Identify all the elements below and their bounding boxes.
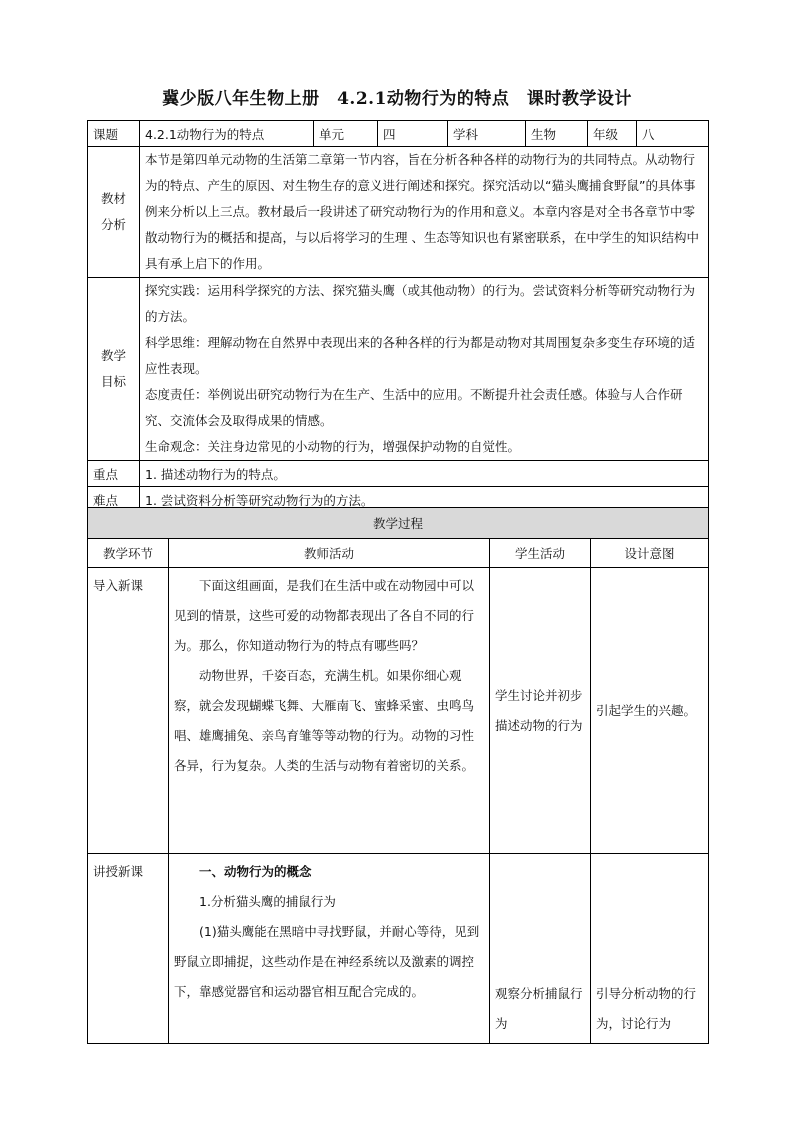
header-stage: 教学环节 <box>88 539 169 568</box>
intro-paragraph: 下面这组画面，是我们在生活中或在动物园中可以见到的情景，这些可爱的动物都表现出了各自不同的行为。那么，你知道动物行为的特点有哪些吗？ <box>174 578 475 653</box>
process-heading-row <box>88 508 709 539</box>
intro-student: 学生讨论并初步描述动物的行为 <box>490 568 591 854</box>
process-heading: 教学过程 <box>88 508 709 539</box>
course-label: 课题 <box>88 121 140 147</box>
goals-label-line2: 目标 <box>100 374 126 389</box>
goals-row <box>88 278 709 461</box>
goal-item: 科学思维：理解动物在自然界中表现出来的各种各样的行为都是动物对其周围复杂多变生存环境的适应性表现。 <box>145 335 696 376</box>
goals-label <box>88 278 140 461</box>
page-title: 冀少版八年生物上册 4.2.1动物行为的特点 课时教学设计 <box>162 89 632 109</box>
difficult-point-text: 1. 尝试资料分析等研究动物行为的方法。 <box>140 487 709 513</box>
material-label <box>88 147 140 278</box>
intro-stage: 导入新课 <box>88 568 169 854</box>
grade-value: 八 <box>637 121 709 147</box>
material-row <box>88 147 709 278</box>
goals-content <box>140 278 709 461</box>
material-label-line1: 教材 <box>100 191 126 206</box>
subject-label: 学科 <box>448 121 526 147</box>
lecture-paragraph: (1)猫头鹰能在黑暗中寻找野鼠，并耐心等待，见到野鼠立即捕捉，这些动作是在神经系统以及激素的调控下，靠感觉器官和运动器官相互配合完成的。 <box>174 924 480 999</box>
process-table <box>87 507 709 1044</box>
material-label-line2: 分析 <box>100 217 126 232</box>
lecture-subtitle: 1.分析猫头鹰的捕鼠行为 <box>199 894 336 909</box>
header-intent: 设计意图 <box>591 539 709 568</box>
goal-item: 生命观念：关注身边常见的小动物的行为，增强保护动物的自觉性。 <box>145 439 521 454</box>
key-point-row <box>88 461 709 487</box>
key-point-text: 1. 描述动物行为的特点。 <box>140 461 709 487</box>
header-student: 学生活动 <box>490 539 591 568</box>
subject-value: 生物 <box>526 121 588 147</box>
process-header-row <box>88 539 709 568</box>
intro-teacher <box>169 568 490 854</box>
goals-label-line1: 教学 <box>100 348 126 363</box>
intro-paragraph: 动物世界，千姿百态，充满生机。如果你细心观察，就会发现蝴蝶飞舞、大雁南飞、蜜蜂采蜜、虫鸣鸟唱、雄鹰捕兔、亲鸟育雏等等动物的行为。动物的习性各异，行为复杂。人类的生活与动物有着密切的关系。 <box>174 668 475 773</box>
intro-row <box>88 568 709 854</box>
key-point-label: 重点 <box>88 461 140 487</box>
lecture-intent: 引导分析动物的行为，讨论行为 <box>591 854 709 1044</box>
unit-label: 单元 <box>314 121 378 147</box>
header-teacher: 教师活动 <box>169 539 490 568</box>
info-row <box>88 121 709 147</box>
lecture-student: 观察分析捕鼠行为 <box>490 854 591 1044</box>
grade-label: 年级 <box>588 121 637 147</box>
lesson-info-table <box>87 120 709 513</box>
difficult-point-label: 难点 <box>88 487 140 513</box>
lecture-stage: 讲授新课 <box>88 854 169 1044</box>
material-text: 本节是第四单元动物的生活第二章第一节内容，旨在分析各种各样的动物行为的共同特点。从动物行为的特点、产生的原因、对生物生存的意义进行阐述和探究。探究活动以“猫头鹰捕食野鼠”的具体事例来分析以上三点。教材最后一段讲述了研究动物行为的作用和意义。本章内容是对全书各章节中零散动物行为的概括和提高，与以后将学习的生理 、生态等知识也有紧密联系，在中学生的知识结构中具有承上启下的作用。 <box>140 147 709 278</box>
unit-value: 四 <box>378 121 448 147</box>
course-value: 4.2.1动物行为的特点 <box>140 121 314 147</box>
goal-item: 探究实践：运用科学探究的方法、探究猫头鹰（或其他动物）的行为。尝试资料分析等研究动物行为的方法。 <box>145 283 696 324</box>
lecture-row <box>88 854 709 1044</box>
lecture-section-title: 一、动物行为的概念 <box>199 864 312 879</box>
goal-item: 态度责任：举例说出研究动物行为在生产、生活中的应用。不断提升社会责任感。体验与人合作研究、交流体会及取得成果的情感。 <box>145 387 683 428</box>
intro-intent: 引起学生的兴趣。 <box>591 568 709 854</box>
lecture-teacher <box>169 854 490 1044</box>
